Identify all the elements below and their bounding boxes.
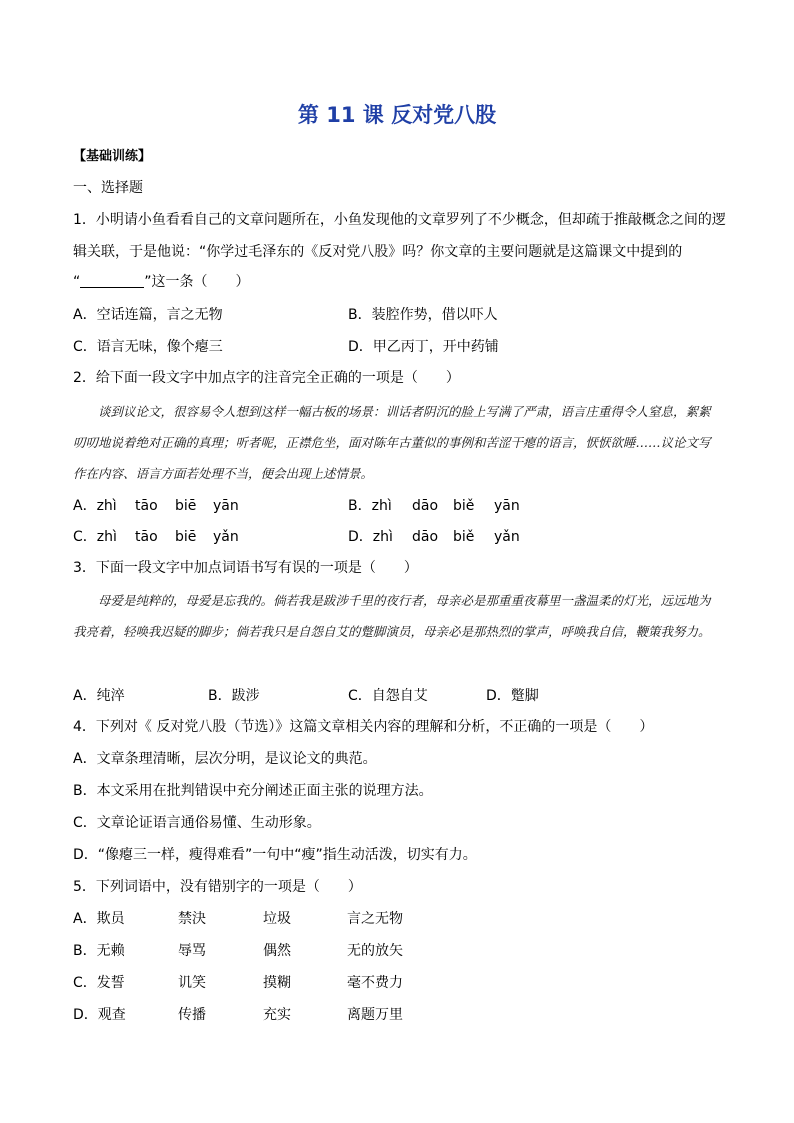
answer-blank (80, 273, 144, 288)
q4-option-d: D．“像瘪三一样，瘦得难看”一句中“瘦”指生动活泼，切实有力。 (73, 847, 477, 863)
q2-option-b-2: dāo (412, 498, 439, 514)
q2-option-b-4: yān (494, 498, 520, 514)
q5-option-d-3: 充实 (263, 1007, 291, 1023)
q5-option-a-3: 垃圾 (263, 911, 291, 927)
q1-line1: 1．小明请小鱼看看自己的文章问题所在，小鱼发现他的文章罗列了不少概念，但却疏于推敲概念之间的逻 (73, 212, 726, 228)
q5-option-b-2: 辱骂 (178, 943, 206, 959)
q1-option-d: D．甲乙丙丁，开中药铺 (348, 339, 499, 355)
q5-option-b-3: 偶然 (263, 943, 291, 959)
q3-stem: 3．下面一段文字中加点词语书写有误的一项是（ ） (73, 560, 418, 576)
q1-option-a: A．空话连篇，言之无物 (73, 307, 223, 323)
q2-option-a-4: yān (213, 498, 239, 514)
q5-option-a-4: 言之无物 (347, 911, 403, 927)
q2-option-a-3: biē (175, 498, 197, 514)
q2-option-c-1: C．zhì (73, 529, 117, 545)
q2-option-d-2: dāo (412, 529, 439, 545)
page-title: 第 11 课 反对党八股 (297, 103, 497, 127)
q5-option-c-2: 讥笑 (178, 975, 206, 991)
q2-option-d-3: biě (453, 529, 475, 545)
q2-option-d-4: yǎn (494, 529, 520, 545)
q5-option-c-4: 毫不费力 (347, 975, 403, 991)
q5-option-c-3: 摸糊 (263, 975, 291, 991)
q5-option-b-1: B．无赖 (73, 943, 125, 959)
q2-option-c-2: tāo (135, 529, 158, 545)
q5-option-b-4: 无的放矢 (347, 943, 403, 959)
q4-option-a: A．文章条理清晰，层次分明，是议论文的典范。 (73, 751, 377, 767)
q2-option-b-3: biě (453, 498, 475, 514)
q1-option-c: C．语言无味，像个瘪三 (73, 339, 223, 355)
q2-stem: 2．给下面一段文字中加点字的注音完全正确的一项是（ ） (73, 370, 460, 386)
q5-option-d-1: D．观查 (73, 1007, 126, 1023)
q2-passage: 谈到议论文，很容易令人想到这样一幅古板的场景：训话者阴沉的脸上写满了严肃，语言庄重得令人窒息，絮絮叨叨地说着绝对正确的真理；听者呢，正襟危坐，面对陈年古董似的事例和苦涩干瘪的语言，恹恹欲睡……议论文写作在内容、语言方面若处理不当，便会出现上述情景。 (73, 404, 711, 481)
q2-option-c-3: biē (175, 529, 197, 545)
q4-option-b: B．本文采用在批判错误中充分阐述正面主张的说理方法。 (73, 783, 433, 799)
q3-option-c: C．自怨自艾 (348, 688, 428, 704)
part-label: 一、选择题 (73, 180, 143, 196)
q2-option-c-4: yǎn (213, 529, 239, 545)
q2-option-b-1: B．zhì (348, 498, 392, 514)
q2-option-a-1: A．zhì (73, 498, 117, 514)
q2-option-a-2: tāo (135, 498, 158, 514)
q5-option-a-2: 禁決 (178, 911, 206, 927)
q1-line2: 辑关联，于是他说：“你学过毛泽东的《反对党八股》吗？你文章的主要问题就是这篇课文中提到的 (73, 244, 683, 260)
section-label: 【基础训练】 (73, 149, 152, 164)
q4-option-c: C．文章论证语言通俗易懂、生动形象。 (73, 815, 321, 831)
q3-passage: 母爱是纯粹的，母爱是忘我的。倘若我是跋涉千里的夜行者，母亲必是那重重夜幕里一盏温柔的灯光，远远地为我亮着，轻唤我迟疑的脚步；倘若我只是自怨自艾的蹩脚演员，母亲必是那热烈的掌声，呼唤我自信，鞭策我努力。 (73, 593, 711, 639)
q3-option-a: A．纯淬 (73, 688, 125, 704)
q5-option-a-1: A．欺员 (73, 911, 125, 927)
q3-option-d: D．蹩脚 (486, 688, 539, 704)
q4-stem: 4．下列对《 反对党八股（节选）》这篇文章相关内容的理解和分析，不正确的一项是（ ） (73, 719, 654, 735)
q2-option-d-1: D．zhì (348, 529, 393, 545)
q5-option-c-1: C．发誓 (73, 975, 125, 991)
q5-option-d-4: 离题万里 (347, 1007, 403, 1023)
q1-line3: “ ”这一条（ ） (73, 274, 250, 290)
q3-option-b: B．跋涉 (208, 688, 260, 704)
q5-stem: 5．下列词语中，没有错别字的一项是（ ） (73, 879, 362, 895)
q1-option-b: B．装腔作势，借以吓人 (348, 307, 498, 323)
q5-option-d-2: 传播 (178, 1007, 206, 1023)
